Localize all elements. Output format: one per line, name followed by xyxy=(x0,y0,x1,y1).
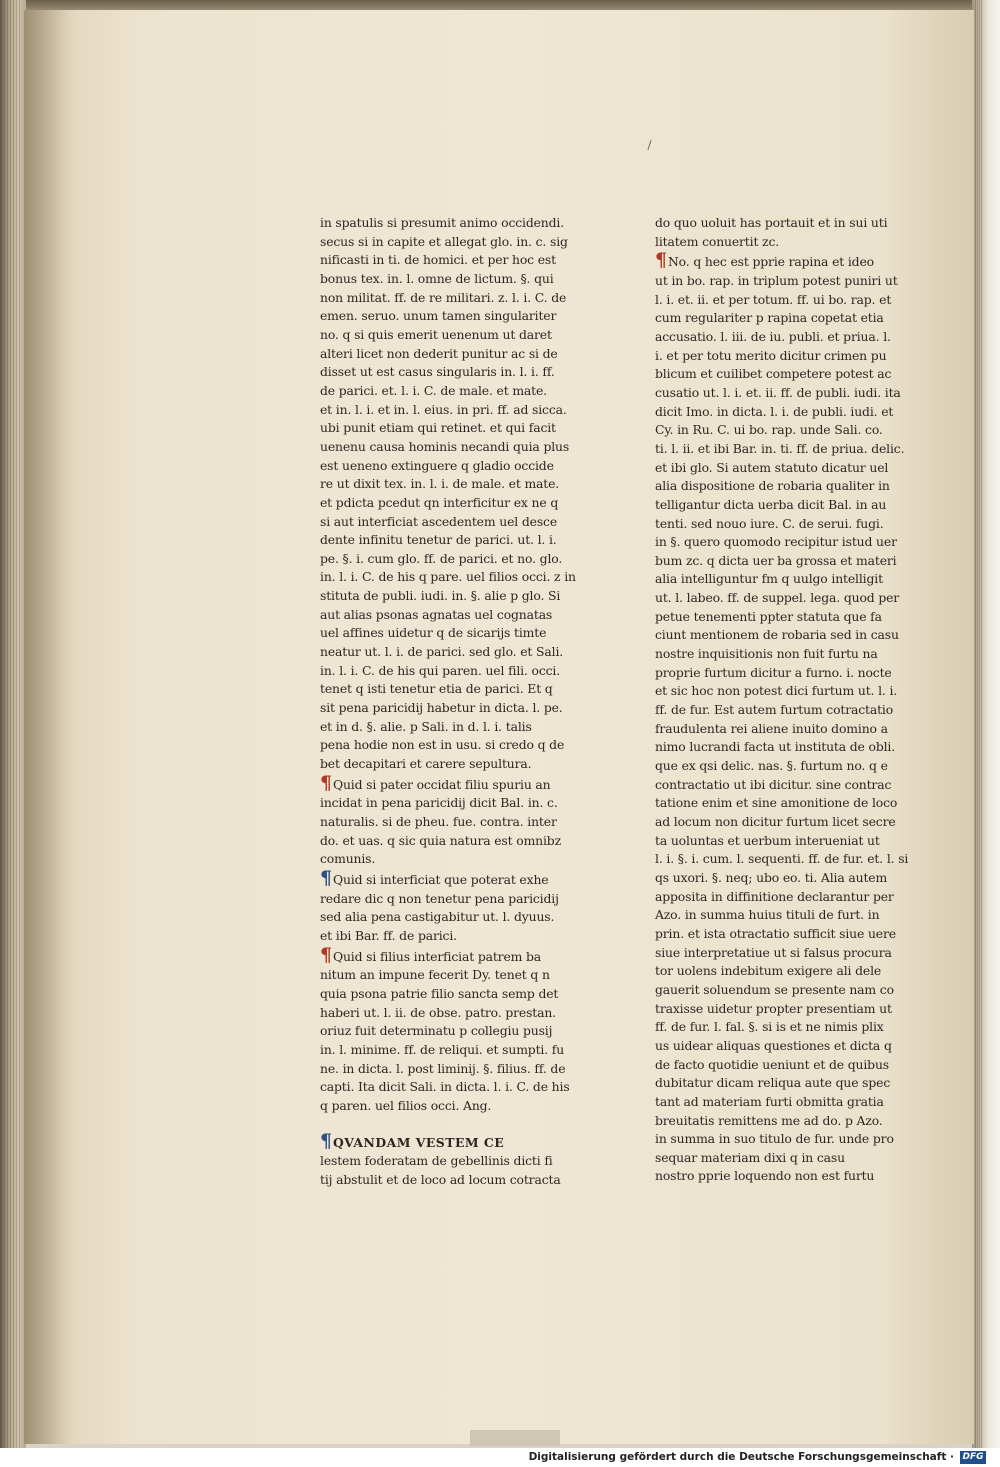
text-line: bet decapitari et carere sepultura. xyxy=(320,756,532,772)
text-column-left xyxy=(320,214,576,1189)
text-line: tant ad materiam furti obmitta gratia xyxy=(655,1093,884,1109)
text-line: capti. Ita dicit Sali. in dicta. l. i. C. de his xyxy=(320,1079,570,1095)
text-line: in. l. i. C. de his q pare. uel filios occi. z in xyxy=(320,569,576,585)
text-line: cum regulariter p rapina copetat etia xyxy=(655,310,884,326)
text-line: q paren. uel filios occi. Ang. xyxy=(320,1097,492,1113)
text-line: ff. de fur. Est autem furtum cotractatio xyxy=(655,702,894,718)
paragraph xyxy=(320,214,576,774)
text-line: dubitatur dicam reliqua aute que spec xyxy=(655,1075,891,1091)
text-line: tij abstulit et de loco ad locum cotracta xyxy=(320,1171,561,1187)
text-line: in summa in suo titulo de fur. unde pro xyxy=(655,1131,894,1147)
text-line xyxy=(320,771,572,795)
text-line: stituta de publi. iudi. in. §. alie p glo. Si xyxy=(320,588,561,604)
rubric-pilcrow-icon: ¶ xyxy=(320,866,332,889)
text-line: ut. l. labeo. ff. de suppel. lega. quod per xyxy=(655,590,900,606)
paragraph xyxy=(320,1129,572,1190)
text-line: traxisse uidetur propter presentiam ut xyxy=(655,1000,892,1016)
text-line: dicit Imo. in dicta. l. i. de publi. iudi. et xyxy=(655,403,894,419)
text-line: ubi punit etiam qui retinet. et qui facit xyxy=(320,420,556,436)
text-line: do quo uoluit has portauit et in sui uti xyxy=(655,215,888,230)
text-line: tor uolens indebitum exigere ali dele xyxy=(655,963,882,979)
digitization-footer xyxy=(0,1448,1000,1467)
text-line: ciunt mentionem de robaria sed in casu xyxy=(655,627,899,643)
text-line: i. et per totu merito dicitur crimen pu xyxy=(655,347,887,363)
text-line: naturalis. si de pheu. fue. contra. inter xyxy=(320,814,557,829)
text-line: apposita in diffinitione declarantur per xyxy=(655,888,894,904)
text-line: et ibi glo. Si autem statuto dicatur uel xyxy=(655,459,889,475)
text-line: si aut interficiat ascedentem uel desce xyxy=(320,513,558,529)
text-column-right xyxy=(655,214,910,1186)
text-line: prin. et ista otractatio sufficit siue uere xyxy=(655,925,896,941)
paragraph xyxy=(320,866,572,946)
text-line: alia intelliguntur fm q uulgo intelligit xyxy=(655,571,883,587)
text-line: ut in bo. rap. in triplum potest puniri ut xyxy=(655,272,898,288)
text-line: quia psona patrie filio sancta semp det xyxy=(320,985,559,1001)
text-line: alteri licet non dederit punitur ac si de xyxy=(320,345,558,361)
text-line: pe. §. i. cum glo. ff. de parici. et no. glo. xyxy=(320,550,563,566)
text-line: blicum et cuilibet competere potest ac xyxy=(655,366,892,382)
paragraph xyxy=(320,771,572,869)
text-line: oriuz fuit determinatu p collegiu pusij xyxy=(320,1023,553,1039)
paragraph xyxy=(655,249,910,1186)
text-line: sed alia pena castigabitur ut. l. dyuus. xyxy=(320,909,555,925)
text-line: non militat. ff. de re militari. z. l. i. C. de xyxy=(320,289,567,305)
text-line: incidat in pena paricidij dicit Bal. in. c. xyxy=(320,795,558,811)
rubric-pilcrow-icon: ¶ xyxy=(320,771,332,794)
text-line: neatur ut. l. i. de parici. sed glo. et Sali. xyxy=(320,644,564,660)
text-line: et ibi Bar. ff. de parici. xyxy=(320,927,457,943)
text-line: lestem foderatam de gebellinis dicti fi xyxy=(320,1153,553,1169)
text-line: bum zc. q dicta uer ba grossa et materi xyxy=(655,552,897,568)
text-line: uenenu causa hominis necandi quia plus xyxy=(320,438,570,454)
text-line: us uidear aliquas questiones et dicta q xyxy=(655,1037,892,1053)
text-line: et pdicta pcedut qn interficitur ex ne q xyxy=(320,494,559,510)
text-line: in. l. i. C. de his qui paren. uel fili. occi. xyxy=(320,662,561,678)
text-line: et in d. §. alie. p Sali. in d. l. i. talis xyxy=(320,718,532,734)
text-line: telligantur dicta uerba dicit Bal. in au xyxy=(655,496,887,512)
text-line: est ueneno extinguere q gladio occide xyxy=(320,457,554,473)
text-line: de parici. et. l. i. C. de male. et mate. xyxy=(320,382,547,398)
dfg-logo: DFG xyxy=(960,1451,986,1464)
text-line: nostro pprie loquendo non est furtu xyxy=(655,1168,875,1184)
text-line xyxy=(655,249,910,272)
text-line: redare dic q non tenetur pena paricidij xyxy=(320,890,559,906)
text-line: re ut dixit tex. in. l. i. de male. et mate. xyxy=(320,476,560,492)
paragraph xyxy=(655,214,910,251)
text-line: contractatio ut ibi dicitur. sine contrac xyxy=(655,776,892,792)
text-line: cusatio ut. l. i. et. ii. ff. de publi. iudi. ita xyxy=(655,384,901,400)
text-line: no. q si quis emerit uenenum ut daret xyxy=(320,326,552,342)
rubric-pilcrow-icon: ¶ xyxy=(320,943,332,966)
text-line: ne. in dicta. l. post liminij. §. filius. ff. de xyxy=(320,1060,566,1076)
text-line-content: Quid si pater occidat filiu spuriu an xyxy=(332,776,551,792)
text-line: que ex qsi delic. nas. §. furtum no. q e xyxy=(655,758,888,774)
text-line: petue tenementi ppter statuta que fa xyxy=(655,608,882,624)
text-line: tenet q isti tenetur etia de parici. Et q xyxy=(320,681,553,697)
text-line: nimo lucrandi facta ut instituta de obli. xyxy=(655,739,896,755)
text-line: litatem conuertit zc. xyxy=(655,233,780,249)
text-line: uel affines uidetur q de sicarijs timte xyxy=(320,625,547,641)
text-line: aut alias psonas agnatas uel cognatas xyxy=(320,606,553,622)
text-line-content: Quid si filius interficiat patrem ba xyxy=(332,948,542,964)
text-line: sit pena paricidij habetur in dicta. l. pe. xyxy=(320,700,563,716)
binding-tab xyxy=(470,1430,560,1446)
text-line: haberi ut. l. ii. de obse. patro. prestan. xyxy=(320,1004,556,1020)
text-line-content: Quid si interficiat que poterat exhe xyxy=(332,871,549,887)
rubric-pilcrow-icon: ¶ xyxy=(320,1129,332,1152)
text-line-content: No. q hec est pprie rapina et ideo xyxy=(667,254,874,270)
text-line: accusatio. l. iii. de iu. publi. et priua. l. xyxy=(655,328,891,344)
text-line: disset ut est casus singularis in. l. i. ff. xyxy=(320,364,555,380)
text-line: gauerit soluendum se presente nam co xyxy=(655,981,894,997)
text-line: l. i. §. i. cum. l. sequenti. ff. de fur. et. l. si xyxy=(655,851,909,867)
text-line: tenti. sed nouo iure. C. de serui. fugi. xyxy=(655,515,884,531)
text-line: comunis. xyxy=(320,851,376,867)
text-line: proprie furtum dicitur a furno. i. nocte xyxy=(655,664,892,680)
text-line: secus si in capite et allegat glo. in. c. sig xyxy=(320,233,568,249)
text-line xyxy=(320,866,572,890)
text-line: ad locum non dicitur furtum licet secre xyxy=(655,814,896,829)
text-line: sequar materiam dixi q in casu xyxy=(655,1149,845,1165)
text-line: siue interpretatiue ut si falsus procura xyxy=(655,944,892,960)
text-line: ta uoluntas et uerbum interueniat ut xyxy=(655,832,880,848)
text-line: tatione enim et sine amonitione de loco xyxy=(655,795,898,811)
text-line: in §. quero quomodo recipitur istud uer xyxy=(655,534,897,550)
gutter-shadow xyxy=(24,10,74,1444)
funding-notice: Digitalisierung gefördert durch die Deutsche Forschungsgemeinschaft · xyxy=(528,1451,954,1463)
text-line: fraudulenta rei aliene inuito domino a xyxy=(655,720,888,736)
text-line: et sic hoc non potest dici furtum ut. l. i. xyxy=(655,683,898,699)
text-line: l. i. et. ii. et per totum. ff. ui bo. rap. et xyxy=(655,291,892,307)
text-line: Azo. in summa huius tituli de furt. in xyxy=(655,907,880,923)
text-line: in spatulis si presumit animo occidendi. xyxy=(320,215,565,230)
text-line: qs uxori. §. neq; ubo eo. ti. Alia autem xyxy=(655,869,888,885)
text-line: ti. l. ii. et ibi Bar. in. ti. ff. de priua. delic. xyxy=(655,440,905,456)
text-line: nostre inquisitionis non fuit furtu na xyxy=(655,646,878,662)
text-line: ff. de fur. l. fal. §. si is et ne nimis plix xyxy=(655,1019,884,1035)
text-line xyxy=(320,1129,572,1153)
text-line: breuitatis remittens me ad do. p Azo. xyxy=(655,1112,883,1128)
text-line: Cy. in Ru. C. ui bo. rap. unde Sali. co. xyxy=(655,422,883,438)
text-line: pena hodie non est in usu. si credo q de xyxy=(320,737,565,753)
rubric-pilcrow-icon: ¶ xyxy=(655,249,667,272)
fore-edge-texture xyxy=(975,0,983,1448)
text-line: nitum an impune fecerit Dy. tenet q n xyxy=(320,967,550,983)
text-line: bonus tex. in. l. omne de lictum. §. qui xyxy=(320,270,554,286)
text-line: nificasti in ti. de homici. et per hoc est xyxy=(320,252,556,268)
text-line-content: QVANDAM VESTEM CE xyxy=(332,1134,505,1150)
text-line: in. l. minime. ff. de reliqui. et sumpti. fu xyxy=(320,1041,565,1057)
page-edge-texture xyxy=(4,0,22,1448)
text-line: emen. seruo. unum tamen singulariter xyxy=(320,308,557,324)
text-line: et in. l. i. et in. l. eius. in pri. ff. ad sicca. xyxy=(320,401,567,417)
text-line: do. et uas. q sic quia natura est omnibz xyxy=(320,832,561,848)
paragraph xyxy=(320,943,572,1116)
text-line: de facto quotidie ueniunt et de quibus xyxy=(655,1056,890,1072)
text-line xyxy=(320,943,572,967)
text-line: dente infinitu tenetur de parici. ut. l. i. xyxy=(320,532,557,548)
text-line: alia dispositione de robaria qualiter in xyxy=(655,478,890,494)
